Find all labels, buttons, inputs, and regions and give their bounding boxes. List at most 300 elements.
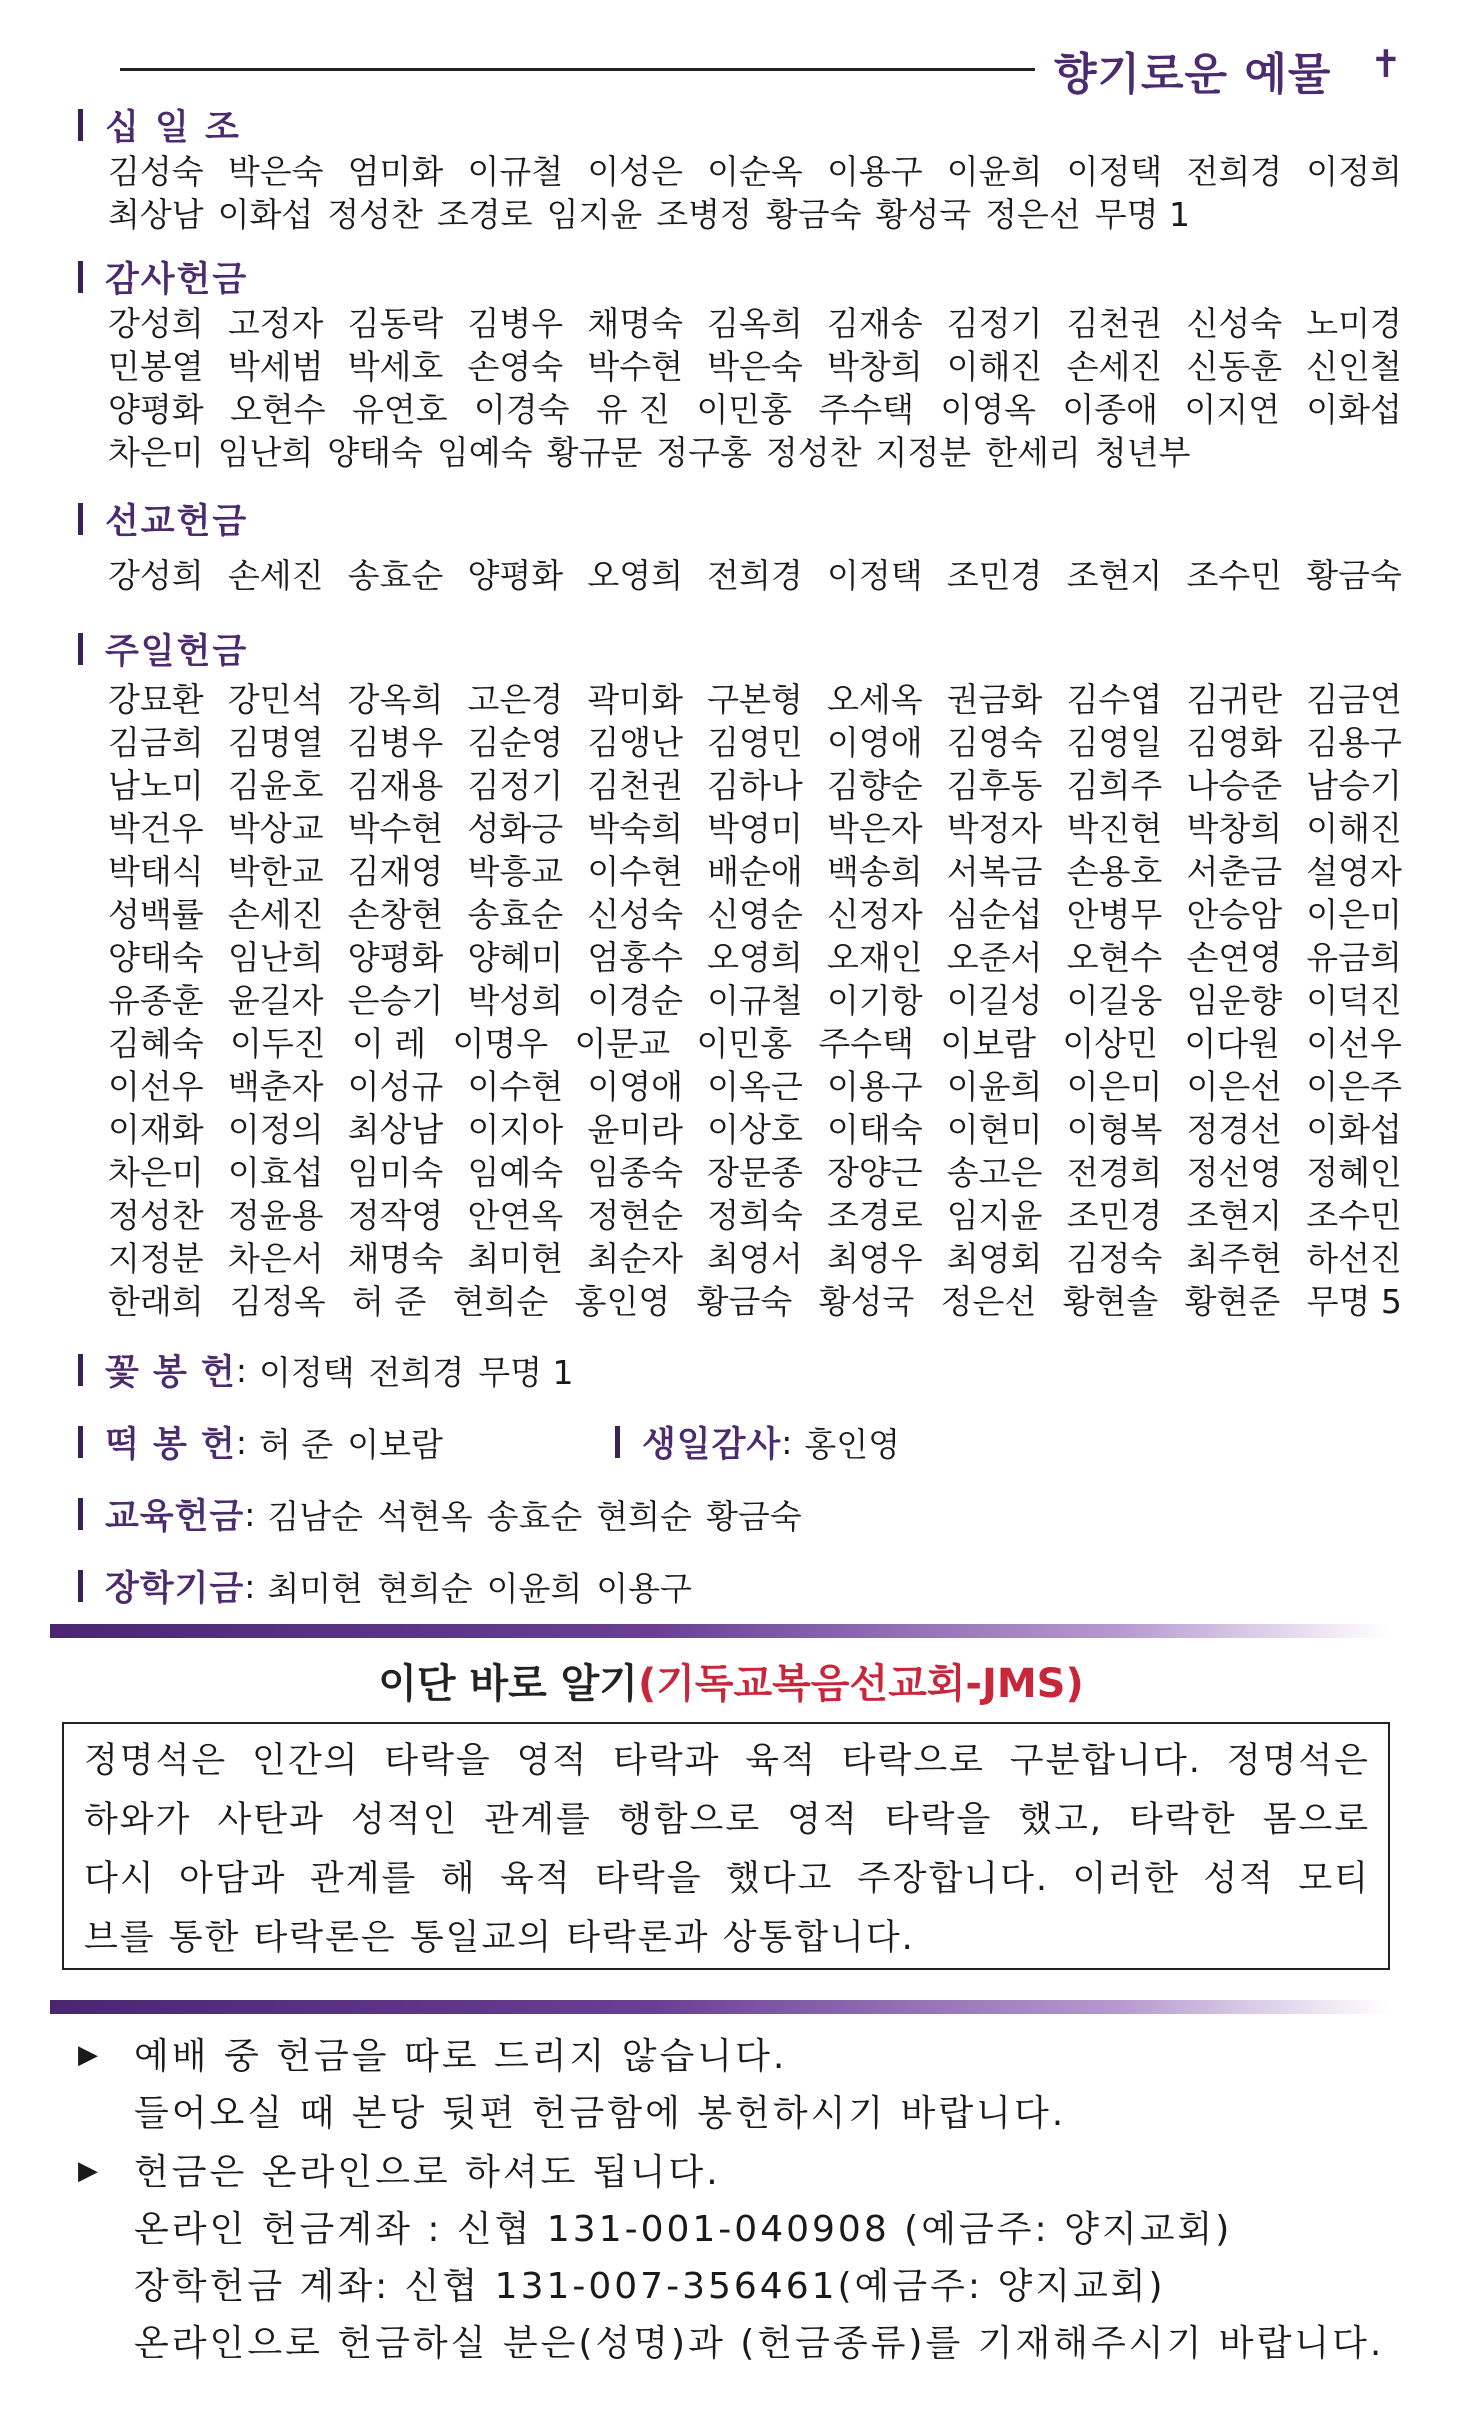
donor-name: 성백률 — [108, 895, 204, 934]
donor-name: 김옥희 — [707, 304, 803, 343]
donor-name: 고정자 — [227, 304, 324, 343]
donor-name: 최주현 — [1186, 1239, 1283, 1278]
section-title: 주일헌금 — [105, 632, 249, 672]
name-list — [259, 1347, 588, 1394]
donor-name: 설영자 — [1306, 852, 1402, 891]
donor-name: 김동락 — [347, 304, 444, 343]
name-row — [108, 721, 1402, 764]
notice-line: 예배 중 헌금을 따로 드리지 않습니다. — [134, 2036, 788, 2077]
donor-name: 주수택 — [818, 1024, 915, 1063]
donor-name: 신성숙 — [587, 895, 683, 934]
name-row — [108, 388, 1402, 431]
donor-name: 이수현 — [587, 852, 683, 891]
donor-name: 이경순 — [587, 981, 683, 1020]
donor-name: 노미경 — [1306, 304, 1402, 343]
heading-bar — [78, 1426, 83, 1458]
section-mission — [78, 494, 1402, 597]
heading-bar — [615, 1426, 620, 1458]
heresy-box — [62, 1722, 1390, 1970]
donor-name: 박성희 — [467, 981, 564, 1020]
name-row — [108, 893, 1402, 936]
donor-name: 허 준 — [352, 1282, 427, 1321]
donor-name: 손영숙 — [467, 347, 564, 386]
donor-name: 석현옥 — [377, 1496, 473, 1536]
section-title: 꽃 봉 헌 — [105, 1353, 236, 1393]
donor-name: 김영일 — [1066, 723, 1163, 762]
donor-name: 이은미 — [1066, 1067, 1163, 1106]
page-header — [120, 38, 1422, 98]
donor-name: 오현수 — [229, 390, 326, 429]
donor-name: 정경선 — [1186, 1110, 1283, 1149]
donor-name: 김재영 — [347, 852, 444, 891]
name-list — [267, 1491, 815, 1538]
donor-name: 박숙희 — [587, 809, 683, 848]
notice-item — [70, 2144, 1400, 2372]
name-row — [108, 1022, 1402, 1065]
donor-name: 한세리 — [985, 433, 1081, 472]
name-row — [108, 1280, 1402, 1323]
donor-name: 조현지 — [1186, 1196, 1283, 1235]
donor-name: 차은미 — [108, 433, 204, 472]
notice-line: 들어오실 때 본당 뒷편 헌금함에 봉헌하시기 바랍니다. — [134, 2093, 1067, 2134]
donor-name: 이수현 — [467, 1067, 564, 1106]
section-sunday — [78, 624, 1402, 1323]
section-title: 장학기금 — [105, 1569, 245, 1609]
donor-name: 황현솔 — [1062, 1282, 1159, 1321]
donor-name: 강성희 — [108, 556, 204, 595]
donor-name: 박진현 — [1066, 809, 1163, 848]
notice-line: 온라인 헌금계좌 : 신협 131-001-040908 (예금주: 양지교회) — [134, 2209, 1233, 2250]
section-title: 교육헌금 — [105, 1497, 245, 1537]
donor-name: 이용구 — [596, 1568, 692, 1608]
donor-name: 장양근 — [826, 1153, 923, 1192]
name-list — [804, 1419, 914, 1466]
donor-name: 이길성 — [946, 981, 1043, 1020]
donor-name: 양평화 — [347, 938, 444, 977]
donor-name: 이길웅 — [1066, 981, 1163, 1020]
donor-name: 이선우 — [108, 1067, 204, 1106]
donor-name: 황금숙 — [696, 1282, 793, 1321]
section-heading — [78, 624, 1402, 674]
donor-name: 유금희 — [1306, 938, 1402, 977]
notice-list — [70, 2028, 1400, 2374]
donor-name: 강성희 — [108, 304, 204, 343]
heading-bar — [78, 1498, 83, 1530]
donor-name: 조민경 — [1066, 1196, 1163, 1235]
donor-name: 최상남 — [347, 1110, 444, 1149]
donor-name: 유연호 — [351, 390, 448, 429]
donor-name: 정희숙 — [707, 1196, 803, 1235]
donor-name: 황성국 — [875, 195, 972, 234]
donor-name: 김남순 — [267, 1496, 364, 1536]
donor-name: 이두진 — [229, 1024, 326, 1063]
donor-name: 이덕진 — [1306, 981, 1402, 1020]
donor-name: 구본형 — [707, 680, 803, 719]
section-heading — [78, 494, 1402, 544]
donor-name: 임예숙 — [467, 1153, 564, 1192]
header-rule — [120, 68, 1035, 71]
donor-name: 이지연 — [1184, 390, 1280, 429]
donor-name: 성화긍 — [467, 809, 564, 848]
donor-name: 송효순 — [467, 895, 564, 934]
donor-name: 전희경 — [368, 1352, 465, 1392]
donor-name: 이윤희 — [946, 152, 1043, 191]
donor-name: 전경희 — [1066, 1153, 1163, 1192]
donor-name: 신성숙 — [1186, 304, 1283, 343]
donor-name: 김정기 — [467, 766, 564, 805]
donor-name: 김혜숙 — [108, 1024, 204, 1063]
donor-name: 이영애 — [587, 1067, 683, 1106]
donor-name: 박수현 — [587, 347, 683, 386]
donor-name: 황현준 — [1184, 1282, 1281, 1321]
donor-name: 이민홍 — [696, 390, 793, 429]
donor-name: 이성규 — [347, 1067, 444, 1106]
donor-name: 손세진 — [1066, 347, 1163, 386]
donor-name: 조수민 — [1306, 1196, 1402, 1235]
donor-name: 강옥희 — [347, 680, 444, 719]
donor-name: 황금숙 — [705, 1496, 802, 1536]
donor-name: 지정분 — [108, 1239, 204, 1278]
donor-name: 박건우 — [108, 809, 204, 848]
triangle-bullet-icon: ▶ — [78, 2156, 98, 2186]
notice-line: 장학헌금 계좌: 신협 131-007-356461(예금주: 양지교회) — [134, 2266, 1166, 2307]
donor-name: 고은경 — [467, 680, 564, 719]
donor-name: 김금희 — [108, 723, 204, 762]
donor-name: 하선진 — [1306, 1239, 1402, 1278]
donor-name: 박수현 — [347, 809, 444, 848]
donor-name: 나승준 — [1186, 766, 1283, 805]
donor-name: 김재송 — [826, 304, 923, 343]
donor-name: 조현지 — [1066, 556, 1163, 595]
donor-name: 유종훈 — [108, 981, 204, 1020]
name-row — [108, 150, 1402, 193]
name-row — [108, 1108, 1402, 1151]
heresy-title-sub: (기독교복음선교회-JMS) — [637, 1661, 1084, 1707]
donor-name: 정현순 — [587, 1196, 683, 1235]
donor-name: 조병정 — [656, 195, 752, 234]
donor-name: 무명 1 — [478, 1352, 574, 1392]
donor-name: 이재화 — [108, 1110, 204, 1149]
donor-name: 채명숙 — [587, 304, 683, 343]
donor-name: 엄홍수 — [587, 938, 683, 977]
donor-name: 이화섭 — [217, 195, 314, 234]
heading-bar — [78, 503, 83, 535]
donor-name: 이해진 — [1306, 809, 1402, 848]
name-list — [78, 150, 1402, 236]
donor-name: 이문교 — [574, 1024, 671, 1063]
donor-name: 오재인 — [826, 938, 923, 977]
name-row — [108, 807, 1402, 850]
donor-name: 정성찬 — [108, 1196, 204, 1235]
donor-name: 김앵난 — [587, 723, 683, 762]
donor-name: 이용구 — [826, 1067, 923, 1106]
section-flower: 꽃 봉 헌 : 이정택 전희경 무명 1 — [78, 1345, 587, 1395]
donor-name: 이기항 — [826, 981, 923, 1020]
donor-name: 이규철 — [467, 152, 564, 191]
donor-name: 정윤용 — [227, 1196, 324, 1235]
donor-name: 김명열 — [227, 723, 324, 762]
donor-name: 김금연 — [1306, 680, 1402, 719]
donor-name: 임지윤 — [946, 1196, 1043, 1235]
notice-item — [70, 2028, 1400, 2142]
donor-name: 박정자 — [946, 809, 1043, 848]
donor-name: 정구홍 — [656, 433, 752, 472]
donor-name: 송효순 — [347, 556, 444, 595]
donor-name: 이상민 — [1062, 1024, 1158, 1063]
heresy-line: 다시 아담과 관계를 해 육적 타락을 했다고 주장합니다. 이러한 성적 모티 — [84, 1859, 1370, 1899]
donor-name: 박영미 — [707, 809, 803, 848]
donor-name: 안연옥 — [467, 1196, 564, 1235]
heading-bar — [78, 633, 83, 665]
donor-name: 정은선 — [940, 1282, 1037, 1321]
donor-name: 손연영 — [1186, 938, 1283, 977]
donor-name: 이지아 — [467, 1110, 564, 1149]
name-row — [108, 1194, 1402, 1237]
donor-name: 김귀란 — [1186, 680, 1283, 719]
donor-name: 청년부 — [1094, 433, 1191, 472]
donor-name: 정작영 — [347, 1196, 444, 1235]
donor-name: 이종애 — [1062, 390, 1158, 429]
donor-name: 정혜인 — [1306, 1153, 1402, 1192]
donor-name: 백송희 — [826, 852, 923, 891]
donor-name: 은승기 — [347, 981, 444, 1020]
donor-name: 김향순 — [826, 766, 923, 805]
donor-name: 이규철 — [707, 981, 803, 1020]
donor-name: 강묘환 — [108, 680, 204, 719]
donor-name: 박은숙 — [227, 152, 324, 191]
donor-name: 김정기 — [946, 304, 1043, 343]
divider-bar — [50, 2000, 1390, 2014]
donor-name: 오현수 — [1066, 938, 1163, 977]
donor-name: 현희순 — [596, 1496, 692, 1536]
donor-name: 신정자 — [826, 895, 923, 934]
donor-name: 황성국 — [818, 1282, 915, 1321]
name-list — [78, 678, 1402, 1323]
section-title: 선교헌금 — [105, 502, 249, 542]
donor-name: 백춘자 — [227, 1067, 324, 1106]
donor-name: 신동훈 — [1186, 347, 1283, 386]
heading-bar — [78, 1354, 83, 1386]
donor-name: 김정옥 — [230, 1282, 326, 1321]
donor-name: 이정택 — [1066, 152, 1163, 191]
donor-name: 홍인영 — [574, 1282, 671, 1321]
donor-name: 김재용 — [347, 766, 444, 805]
donor-name: 김성숙 — [108, 152, 204, 191]
heresy-line: 브를 통한 타락론은 통일교의 타락론과 상통합니다. — [84, 1918, 915, 1958]
donor-name: 권금화 — [946, 680, 1043, 719]
donor-name: 곽미화 — [587, 680, 683, 719]
donor-name: 이화섭 — [1306, 1110, 1402, 1149]
section-heading — [78, 100, 1402, 150]
notice-line: 온라인으로 헌금하실 분은(성명)과 (헌금종류)를 기재해주시기 바랍니다. — [134, 2323, 1385, 2364]
donor-name: 이영애 — [826, 723, 923, 762]
donor-name: 임예숙 — [436, 433, 533, 472]
donor-name: 한래희 — [108, 1282, 204, 1321]
donor-name: 손세진 — [227, 556, 324, 595]
donor-name: 이윤희 — [486, 1568, 583, 1608]
donor-name: 양평화 — [467, 556, 564, 595]
donor-name: 김윤호 — [227, 766, 324, 805]
heresy-line: 하와가 사탄과 성적인 관계를 행함으로 영적 타락을 했고, 타락한 몸으로 — [84, 1800, 1370, 1840]
donor-name: 안병무 — [1066, 895, 1163, 934]
donor-name: 민봉열 — [108, 347, 204, 386]
donor-name: 이경숙 — [473, 390, 570, 429]
heading-bar — [78, 1570, 83, 1602]
heresy-title — [0, 1652, 1462, 1709]
name-row — [108, 302, 1402, 345]
name-row — [108, 764, 1402, 807]
donor-name: 최영회 — [946, 1239, 1043, 1278]
donor-name: 이옥근 — [707, 1067, 803, 1106]
donor-name: 엄미화 — [347, 152, 444, 191]
name-list — [259, 1419, 457, 1466]
donor-name: 장문종 — [707, 1153, 803, 1192]
heading-bar — [78, 109, 83, 141]
section-scholarship: 장학기금 : 최미현 현희순 이윤희 이용구 — [78, 1561, 706, 1611]
donor-name: 이성은 — [587, 152, 683, 191]
donor-name: 김하나 — [707, 766, 803, 805]
donor-name: 유 진 — [595, 390, 671, 429]
name-list — [78, 302, 1402, 474]
donor-name: 임난희 — [227, 938, 324, 977]
donor-name: 김영숙 — [946, 723, 1043, 762]
donor-name: 임난희 — [217, 433, 314, 472]
donor-name: 차은미 — [108, 1153, 204, 1192]
divider-bar — [50, 1624, 1390, 1638]
donor-name: 전희경 — [1186, 152, 1283, 191]
donor-name: 무명 1 — [1094, 195, 1191, 234]
donor-name: 이은선 — [1186, 1067, 1283, 1106]
donor-name: 김순영 — [467, 723, 564, 762]
donor-name: 이윤희 — [946, 1067, 1043, 1106]
donor-name: 이태숙 — [826, 1110, 923, 1149]
name-row — [108, 1065, 1402, 1108]
heresy-line: 정명석은 인간의 타락을 영적 타락과 육적 타락으로 구분합니다. 정명석은 — [84, 1741, 1370, 1781]
notice-line: 헌금은 온라인으로 하셔도 됩니다. — [134, 2152, 721, 2193]
donor-name: 오영희 — [707, 938, 803, 977]
donor-name: 김천권 — [587, 766, 683, 805]
heading-bar — [78, 261, 83, 293]
section-title: 생일감사 — [642, 1425, 782, 1465]
donor-name: 최상남 — [108, 195, 204, 234]
name-list — [78, 554, 1402, 597]
name-row — [108, 1237, 1402, 1280]
section-heading — [78, 252, 1402, 302]
donor-name: 임운향 — [1186, 981, 1283, 1020]
donor-name: 정은선 — [985, 195, 1081, 234]
donor-name: 강민석 — [227, 680, 324, 719]
donor-name: 이정희 — [1306, 152, 1402, 191]
donor-name: 임미숙 — [347, 1153, 444, 1192]
donor-name: 신인철 — [1306, 347, 1402, 386]
name-row — [108, 678, 1402, 721]
donor-name: 전희경 — [707, 556, 803, 595]
donor-name: 최미현 — [467, 1239, 564, 1278]
donor-name: 박흥교 — [467, 852, 564, 891]
donor-name: 박상교 — [227, 809, 324, 848]
heresy-title-main: 이단 바로 알기 — [378, 1661, 638, 1707]
donor-name: 김정숙 — [1066, 1239, 1163, 1278]
donor-name: 김영화 — [1186, 723, 1283, 762]
donor-name: 조민경 — [946, 556, 1043, 595]
section-title: 감사헌금 — [105, 260, 249, 300]
donor-name: 홍인영 — [804, 1424, 901, 1464]
section-education: 교육헌금 : 김남순 석현옥 송효순 현희순 황금숙 — [78, 1489, 816, 1539]
donor-name: 황금숙 — [1306, 556, 1402, 595]
donor-name: 지정분 — [875, 433, 972, 472]
cross-icon: ✝ — [1370, 42, 1402, 86]
donor-name: 박한교 — [227, 852, 324, 891]
triangle-bullet-icon: ▶ — [78, 2040, 98, 2070]
donor-name: 오세옥 — [826, 680, 923, 719]
donor-name: 김병우 — [347, 723, 444, 762]
donor-name: 김병우 — [467, 304, 564, 343]
page-title: 향기로운 예물 — [1054, 49, 1332, 100]
donor-name: 김후동 — [946, 766, 1043, 805]
donor-name: 무명 5 — [1306, 1282, 1402, 1321]
donor-name: 이정택 — [258, 1352, 355, 1392]
donor-name: 현희순 — [377, 1568, 473, 1608]
donor-name: 임종숙 — [587, 1153, 683, 1192]
section-tithe — [78, 100, 1402, 236]
donor-name: 양태숙 — [327, 433, 423, 472]
donor-name: 정성찬 — [327, 195, 423, 234]
donor-name: 윤길자 — [227, 981, 324, 1020]
donor-name: 손용호 — [1066, 852, 1163, 891]
donor-name: 손세진 — [227, 895, 324, 934]
donor-name: 황금숙 — [765, 195, 862, 234]
donor-name: 안승암 — [1186, 895, 1283, 934]
donor-name: 이보람 — [940, 1024, 1037, 1063]
donor-name: 최영우 — [826, 1239, 923, 1278]
donor-name: 박은숙 — [707, 347, 803, 386]
donor-name: 조경로 — [436, 195, 533, 234]
donor-name: 이영옥 — [940, 390, 1037, 429]
name-row — [108, 1151, 1402, 1194]
donor-name: 황규문 — [546, 433, 643, 472]
donor-name: 이효섭 — [227, 1153, 324, 1192]
donor-name: 손창현 — [347, 895, 444, 934]
donor-name: 이형복 — [1066, 1110, 1163, 1149]
donor-name: 남승기 — [1306, 766, 1402, 805]
donor-name: 이은주 — [1306, 1067, 1402, 1106]
name-row — [108, 850, 1402, 893]
donor-name: 송고은 — [946, 1153, 1043, 1192]
donor-name: 송효순 — [486, 1496, 583, 1536]
donor-name: 오영희 — [587, 556, 683, 595]
donor-name: 허 준 — [258, 1424, 334, 1464]
donor-name: 정선영 — [1186, 1153, 1283, 1192]
donor-name: 김희주 — [1066, 766, 1163, 805]
donor-name: 서춘금 — [1186, 852, 1283, 891]
donor-name: 현희순 — [452, 1282, 549, 1321]
donor-name: 이보람 — [347, 1424, 443, 1464]
section-title: 십 일 조 — [105, 108, 241, 148]
section-birthday: 생일감사 : 홍인영 — [615, 1417, 914, 1467]
donor-name: 이해진 — [946, 347, 1043, 386]
donor-name: 이선우 — [1306, 1024, 1402, 1063]
donor-name: 최미현 — [267, 1568, 364, 1608]
donor-name: 양태숙 — [108, 938, 204, 977]
donor-name: 윤미라 — [587, 1110, 683, 1149]
donor-name: 이정의 — [227, 1110, 324, 1149]
donor-name: 배순애 — [707, 852, 803, 891]
donor-name: 김천권 — [1066, 304, 1163, 343]
donor-name: 이다원 — [1184, 1024, 1280, 1063]
donor-name: 김영민 — [707, 723, 803, 762]
donor-name: 이상호 — [707, 1110, 803, 1149]
name-row — [108, 936, 1402, 979]
